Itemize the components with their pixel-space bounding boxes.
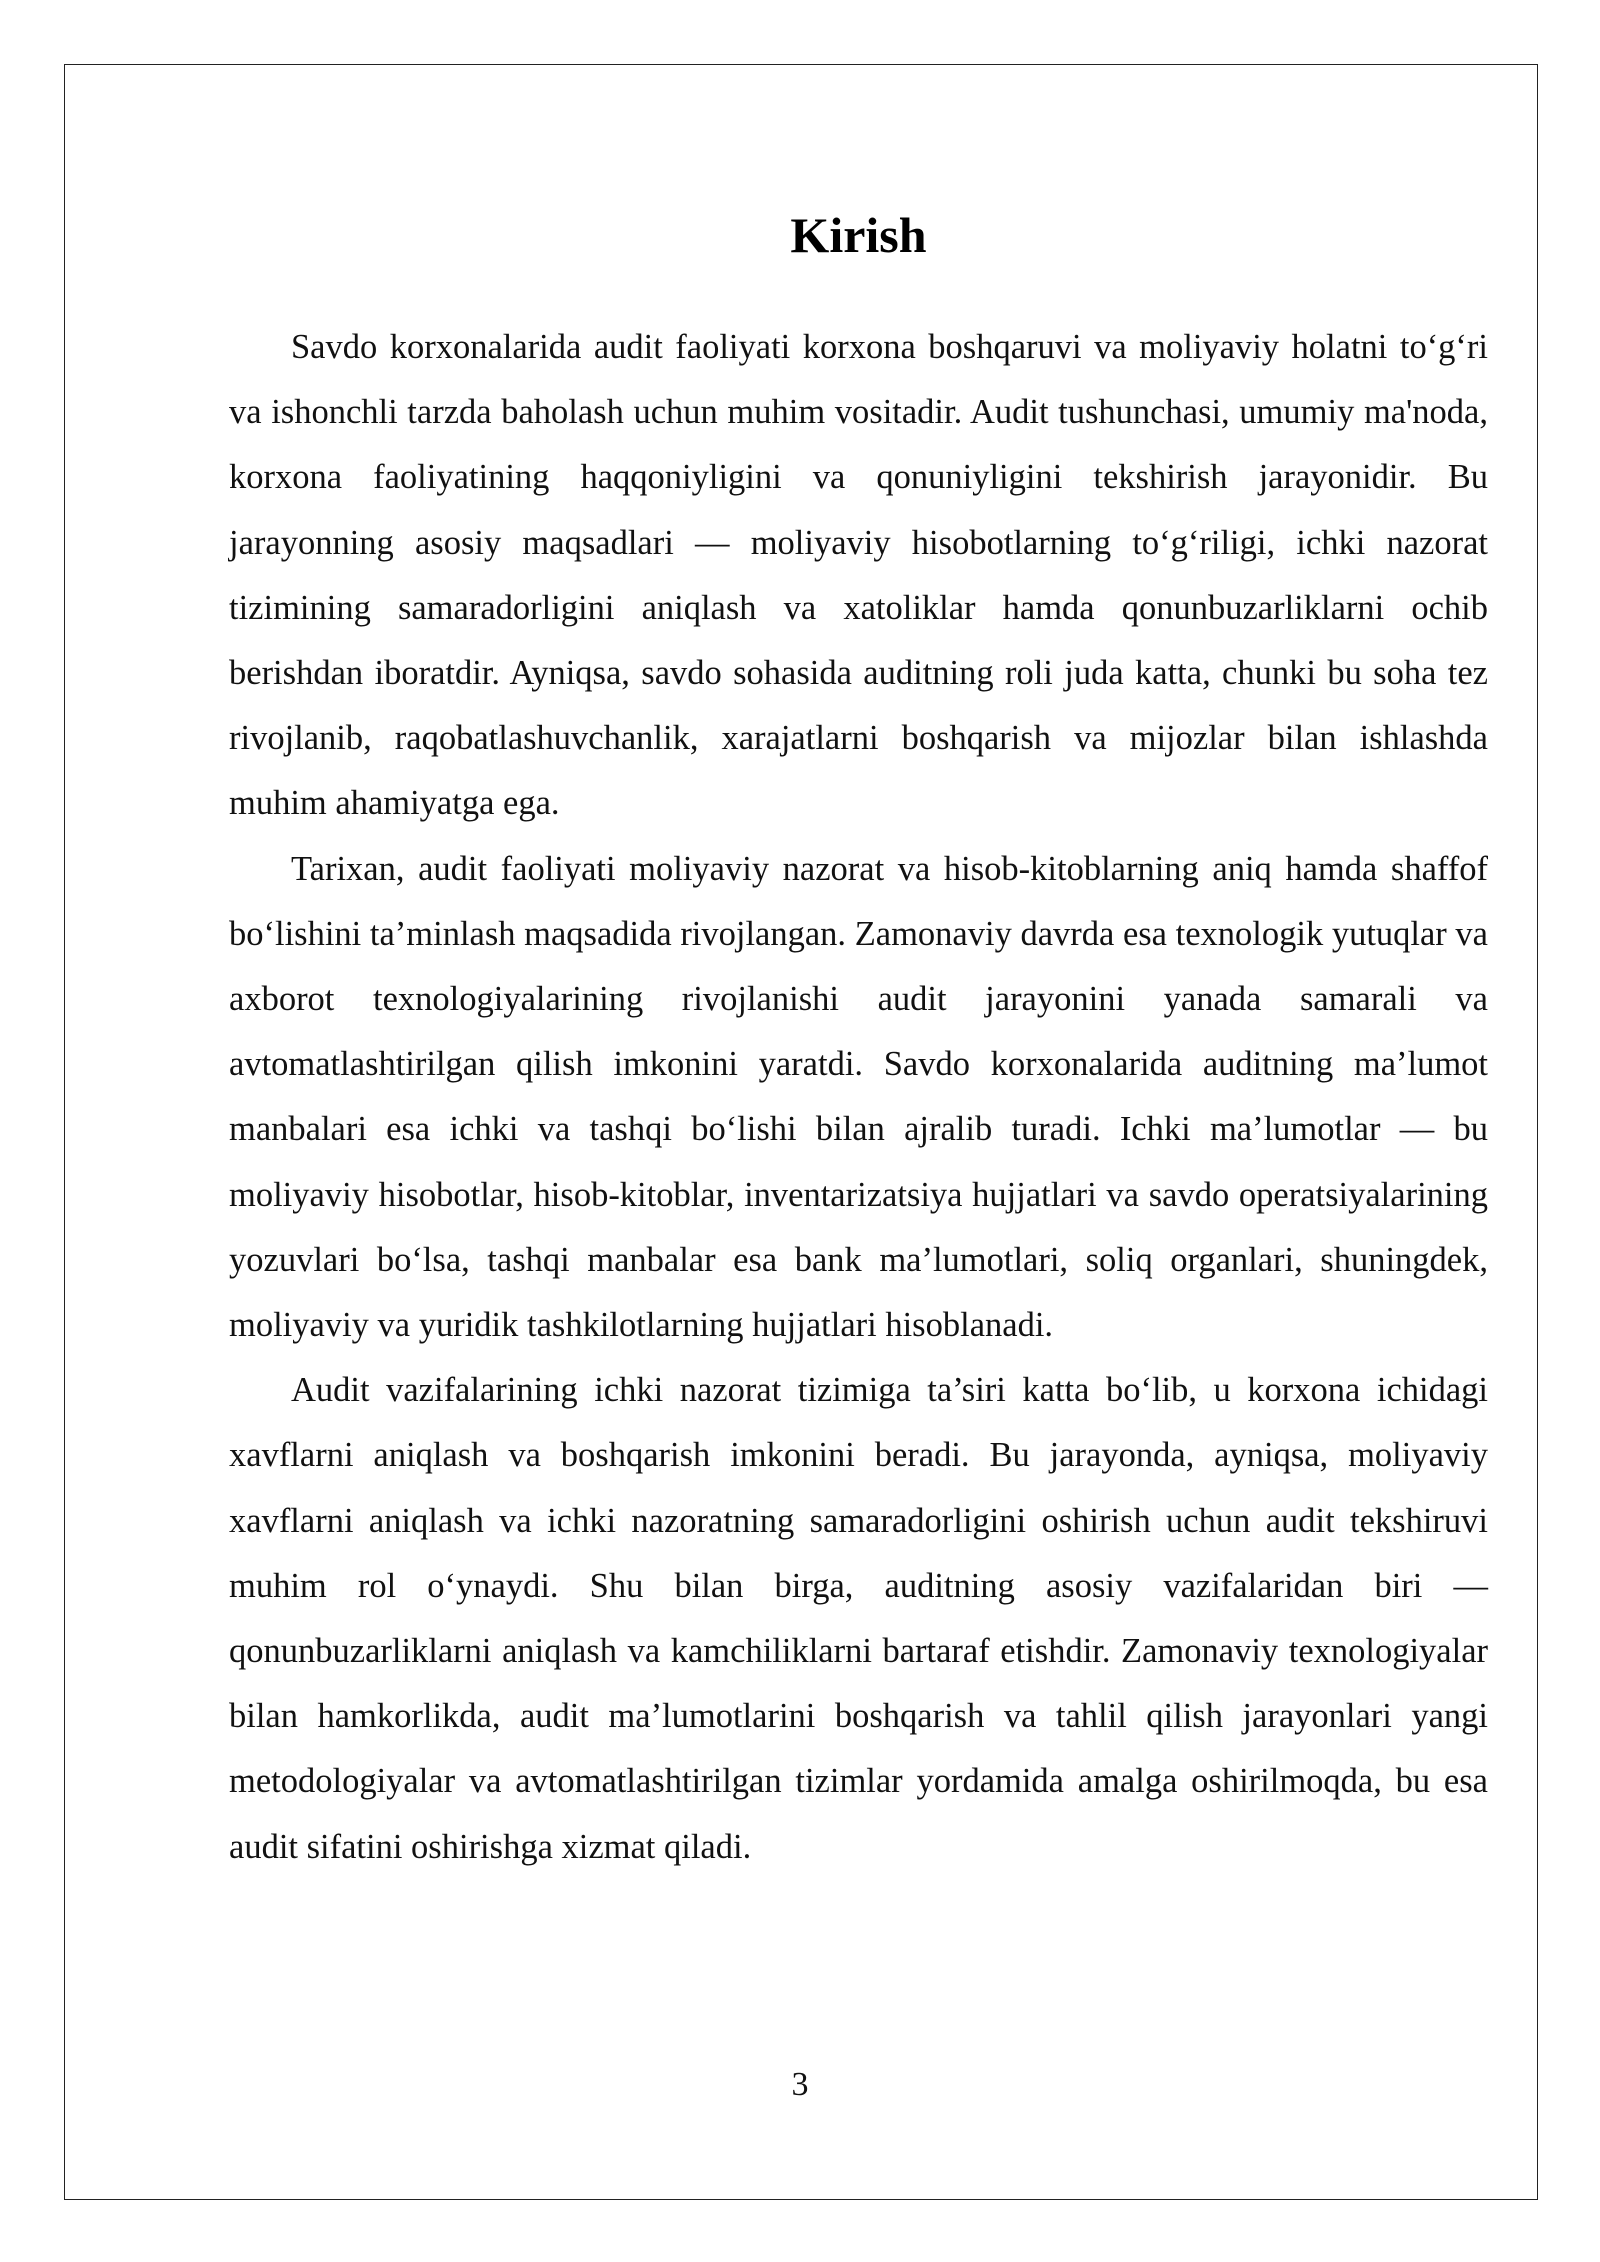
document-body bbox=[229, 195, 1488, 1880]
paragraph-1: Savdo korxonalarida audit faoliyati korxona boshqaruvi va moliyaviy holatni to‘g‘ri va ishonchli tarzda baholash uchun muhim vositadir. Audit tushunchasi, umumiy ma'noda, korxona faoliyatining haqqoniyligini va qonuniyligini tekshirish jarayonidir. Bu jarayonning asosiy maqsadlari — moliyaviy hisobotlarning to‘g‘riligi, ichki nazorat tizimining samaradorligini aniqlash va xatoliklar hamda qonunbuzarliklarni ochib berishdan iboratdir. Ayniqsa, savdo sohasida auditning roli juda katta, chunki bu soha tez rivojlanib, raqobatlashuvchanlik, xarajatlarni boshqarish va mijozlar bilan ishlashda muhim ahamiyatga ega. bbox=[229, 328, 1488, 823]
paragraph-3: Audit vazifalarining ichki nazorat tizimiga ta’siri katta bo‘lib, u korxona ichidagi xavflarni aniqlash va boshqarish imkonini beradi. Bu jarayonda, ayniqsa, moliyaviy xavflarni aniqlash va ichki nazoratning samaradorligini oshirish uchun audit tekshiruvi muhim rol o‘ynaydi. Shu bilan birga, auditning asosiy vazifalaridan biri — qonunbuzarliklarni aniqlash va kamchiliklarni bartaraf etishdir. Zamonaviy texnologiyalar bilan hamkorlikda, audit ma’lumotlarini boshqarish va tahlil qilish jarayonlari yangi metodologiyalar va avtomatlashtirilgan tizimlar yordamida amalga oshirilmoqda, bu esa audit sifatini oshirishga xizmat qiladi. bbox=[229, 1371, 1488, 1866]
page-number: 3 bbox=[791, 2066, 809, 2103]
paragraph-2: Tarixan, audit faoliyati moliyaviy nazorat va hisob-kitoblarning aniq hamda shaffof bo‘lishini ta’minlash maqsadida rivojlangan. Zamonaviy davrda esa texnologik yutuqlar va axborot texnologiyalarining rivojlanishi audit jarayonini yanada samarali va avtomatlashtirilgan qilish imkonini yaratdi. Savdo korxonalarida auditning ma’lumot manbalari esa ichki va tashqi bo‘lishi bilan ajralib turadi. Ichki ma’lumotlar — bu moliyaviy hisobotlar, hisob-kitoblar, inventarizatsiya hujjatlari va savdo operatsiyalarining yozuvlari bo‘lsa, tashqi manbalar esa bank ma’lumotlari, soliq organlari, shuningdek, moliyaviy va yuridik tashkilotlarning hujjatlari hisoblanadi. bbox=[229, 849, 1488, 1345]
page-title: Kirish bbox=[790, 207, 927, 263]
